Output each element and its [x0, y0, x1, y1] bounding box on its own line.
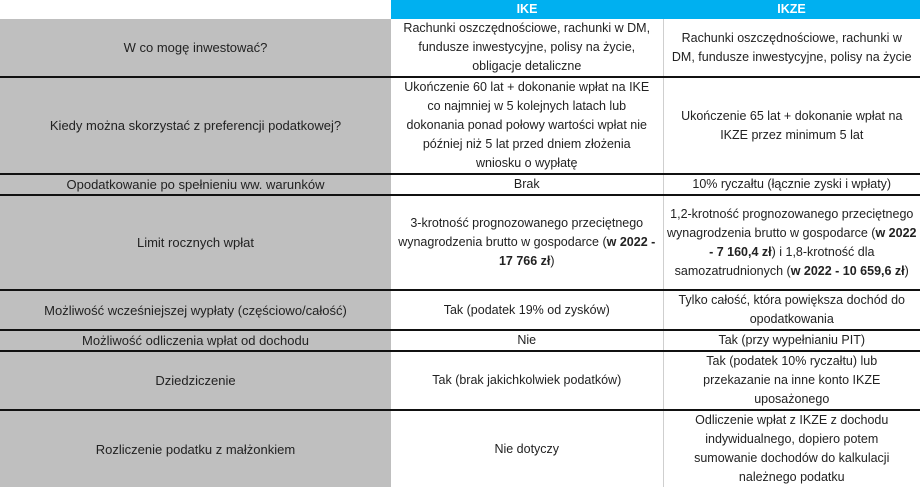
ike-cell: Tak (podatek 19% od zysków): [391, 290, 663, 330]
table-row: [0, 195, 920, 290]
ike-cell: Nie: [391, 330, 663, 351]
table-row: [0, 19, 920, 77]
header-row: [0, 0, 920, 19]
row-question: Dziedziczenie: [0, 351, 391, 410]
ikze-cell: Tylko całość, która powiększa dochód do opodatkowania: [663, 290, 920, 330]
table-row: [0, 410, 920, 487]
ikze-limit-mid: ) i 1,8-krotność dla samozatrudnionych (: [674, 244, 875, 278]
ike-limit-amount: w 2022 - 17 766 zł: [498, 235, 656, 268]
table-row: [0, 77, 920, 174]
table-row: [0, 174, 920, 195]
ikze-limit-selfemployed-amount: w 2022 - 10 659,6 zł: [790, 263, 905, 278]
row-question: W co mogę inwestować?: [0, 19, 391, 77]
ike-cell: Brak: [391, 174, 663, 195]
ikze-cell: Odliczenie wpłat z IKZE z dochodu indywidualnego, dopiero potem sumowanie dochodów do kalkulacji należnego podatku: [663, 410, 920, 487]
row-question: Możliwość wcześniejszej wypłaty (częściowo/całość): [0, 290, 391, 330]
row-question: Opodatkowanie po spełnieniu ww. warunków: [0, 174, 391, 195]
ike-cell: [391, 195, 663, 290]
table-row: [0, 290, 920, 330]
ike-limit-text: 3-krotność prognozowanego przeciętnego wynagrodzenia brutto w gospodarce (: [398, 216, 644, 249]
header-ike: IKE: [391, 0, 663, 19]
ike-cell: Rachunki oszczędnościowe, rachunki w DM, fundusze inwestycyjne, polisy na życie, obligacje detaliczne: [391, 19, 663, 77]
ikze-cell: Ukończenie 65 lat + dokonanie wpłat na IKZE przez minimum 5 lat: [663, 77, 920, 174]
ikze-limit-text: 1,2-krotność prognozowanego przeciętnego wynagrodzenia brutto w gospodarce (: [667, 206, 914, 240]
ikze-limit-close: ): [904, 263, 909, 278]
ikze-cell: 10% ryczałtu (łącznie zyski i wpłaty): [663, 174, 920, 195]
header-ikze: IKZE: [663, 0, 920, 19]
header-blank-cell: [0, 0, 391, 19]
ike-cell: Ukończenie 60 lat + dokonanie wpłat na IKE co najmniej w 5 kolejnych latach lub dokonania ponad połowy wartości wpłat nie później niż 5 lat przed dniem złożenia wniosku o wypłatę: [391, 77, 663, 174]
row-question: Możliwość odliczenia wpłat od dochodu: [0, 330, 391, 351]
ike-cell: Nie dotyczy: [391, 410, 663, 487]
row-question: Kiedy można skorzystać z preferencji podatkowej?: [0, 77, 391, 174]
table-row: [0, 351, 920, 410]
ikze-cell: Tak (przy wypełnianiu PIT): [663, 330, 920, 351]
table-row: [0, 330, 920, 351]
ikze-cell: Tak (podatek 10% ryczałtu) lub przekazanie na inne konto IKZE uposażonego: [663, 351, 920, 410]
row-question: Rozliczenie podatku z małżonkiem: [0, 410, 391, 487]
ikze-cell: Rachunki oszczędnościowe, rachunki w DM, fundusze inwestycyjne, polisy na życie: [663, 19, 920, 77]
row-question: Limit rocznych wpłat: [0, 195, 391, 290]
ike-cell: Tak (brak jakichkolwiek podatków): [391, 351, 663, 410]
ikze-limit-amount: w 2022 - 7 160,4 zł: [709, 225, 917, 259]
ikze-cell: [663, 195, 920, 290]
ike-limit-close: ): [550, 254, 555, 268]
